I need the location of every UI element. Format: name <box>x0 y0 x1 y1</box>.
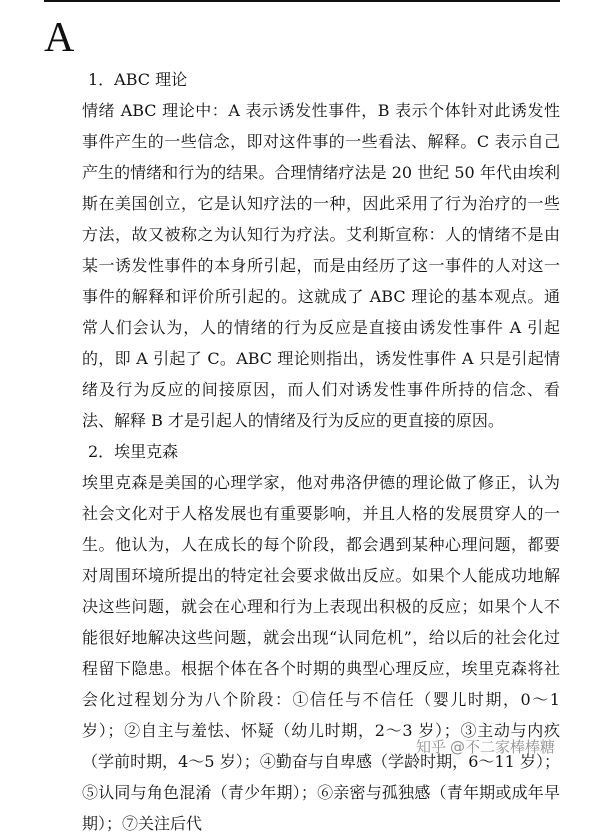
section2-body: 埃里克森是美国的心理学家，他对弗洛伊德的理论做了修正，认为社会文化对于人格发展也有重要影响，并且人格的发展贯穿人的一生。他认为，人在成长的每个阶段，都会遇到某种心理问题，都要对周围环境所提出的特定社会要求做出反应。如果个人能成功地解决这些问题，就会在心理和行为上表现出积极的反应；如果个人不能很好地解决这些问题，就会出现“认同危机”，给以后的社会化过程留下隐患。根据个体在各个时期的典型心理反应，埃里克森将社会化过程划分为八个阶段：①信任与不信任（婴儿时期，0～1 岁）；②自主与羞怯、怀疑（幼儿时期，2～3 岁）；③主动与内疚（学前时期，4～5 岁）；④勤奋与自卑感（学龄时期，6～11 岁）；⑤认同与角色混淆（青少年期）；⑥亲密与孤独感（青年期或成年早期）；⑦关注后代 <box>82 473 560 833</box>
watermark <box>416 736 555 757</box>
watermark-author: @不二家棒棒糖 <box>450 738 556 756</box>
section1-heading: 1．ABC 理论 <box>88 70 188 89</box>
section1-body: 情绪 ABC 理论中：A 表示诱发性事件，B 表示个体针对此诱发性事件产生的一些信念，即对这件事的一些看法、解释。C 表示自己产生的情绪和行为的结果。合理情绪疗法是 20 世纪 50 年代由埃利斯在美国创立，它是认知疗法的一种，因此采用了行为治疗的一些方法，故又被称之为认知行为疗法。艾利斯宣称：人的情绪不是由某一诱发性事件的本身所引起，而是由经历了这一事件的人对这一事件的解释和评价所引起的。这就成了 ABC 理论的基本观点。通常人们会认为，人的情绪的行为反应是直接由诱发性事件 A 引起的，即 A 引起了 C。ABC 理论则指出，诱发性事件 A 只是引起情绪及行为反应的间接原因，而人们对诱发性事件所持的信念、看法、解释 B 才是引起人的情绪及行为反应的更直接的原因。 <box>82 101 560 430</box>
section-letter: A <box>44 15 75 61</box>
watermark-site: 知乎 <box>416 738 447 756</box>
section2-heading: 2．埃里克森 <box>88 442 179 461</box>
top-rule <box>44 0 560 2</box>
document-content <box>82 64 560 839</box>
